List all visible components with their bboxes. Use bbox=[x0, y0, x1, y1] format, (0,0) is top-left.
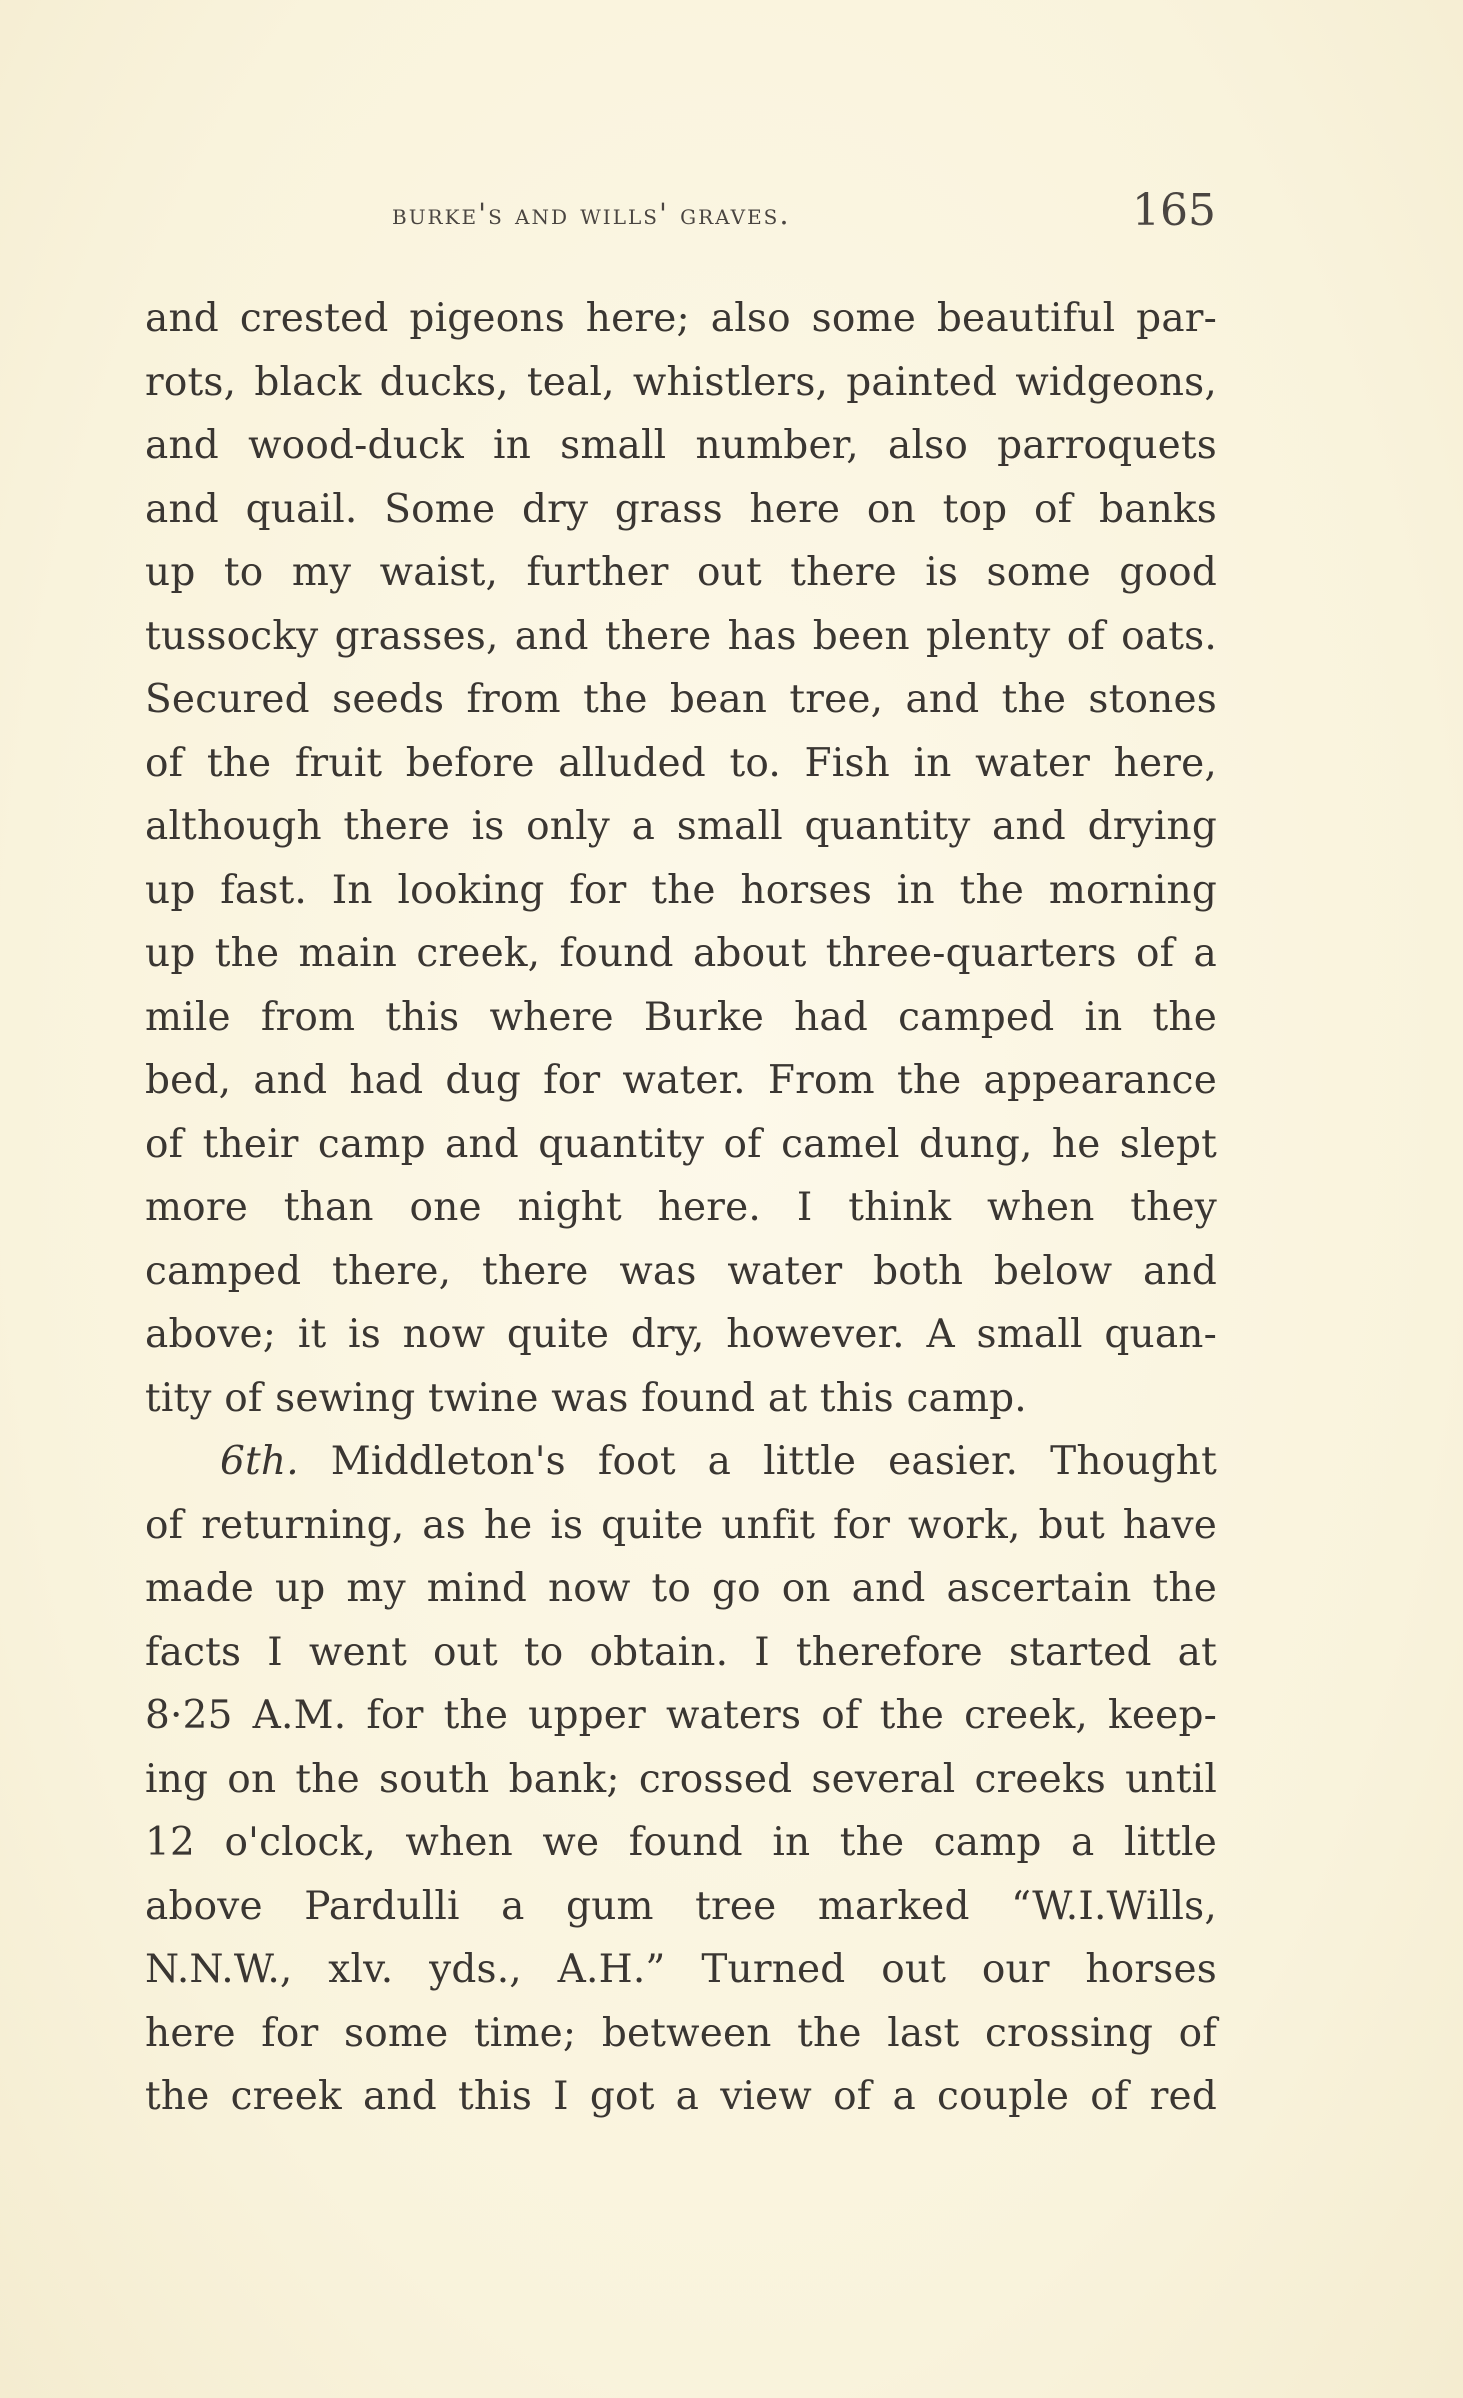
text-line: and wood-duck in small number, also parroquets bbox=[145, 423, 1217, 468]
text-line: of their camp and quantity of camel dung, he slept bbox=[145, 1121, 1217, 1167]
text-line: above; it is now quite dry, however. A small quan- bbox=[145, 1312, 1217, 1357]
text-line: camped there, there was water both below and bbox=[145, 1248, 1217, 1294]
running-head bbox=[0, 185, 1463, 245]
text-line: up to my waist, further out there is some good bbox=[145, 550, 1217, 595]
text-line: here for some time; between the last crossing of bbox=[145, 2010, 1217, 2056]
text-line: of returning, as he is quite unfit for work, but have bbox=[145, 1502, 1217, 1548]
text-line: Secured seeds from the bean tree, and the stones bbox=[145, 677, 1217, 722]
text-line: of the fruit before alluded to. Fish in water here, bbox=[145, 740, 1217, 786]
text-line: above Pardulli a gum tree marked “W.I.Wills, bbox=[145, 1883, 1217, 1929]
text-line: ing on the south bank; crossed several creeks until bbox=[145, 1756, 1217, 1802]
text-line: the creek and this I got a view of a couple of red bbox=[145, 2074, 1217, 2119]
paragraph-start bbox=[145, 1430, 1217, 1494]
text-line: up the main creek, found about three-quarters of a bbox=[145, 931, 1217, 976]
text-line: made up my mind now to go on and ascertain the bbox=[145, 1566, 1217, 1611]
text-fragment: Middleton's foot a little easier. Thought bbox=[330, 1439, 1217, 1484]
body-text bbox=[145, 287, 1217, 2129]
text-line: up fast. In looking for the horses in the morning bbox=[145, 867, 1217, 913]
text-line: tussocky grasses, and there has been plenty of oats. bbox=[145, 613, 1217, 659]
text-line: bed, and had dug for water. From the appearance bbox=[145, 1058, 1217, 1103]
entry-date: 6th. bbox=[220, 1439, 299, 1484]
text-line: although there is only a small quantity and drying bbox=[145, 804, 1217, 849]
running-title: burke's and wills' graves. bbox=[392, 197, 791, 231]
text-line: mile from this where Burke had camped in the bbox=[145, 994, 1217, 1040]
text-line: and crested pigeons here; also some beautiful par- bbox=[145, 296, 1217, 341]
text-line: facts I went out to obtain. I therefore started at bbox=[145, 1629, 1217, 1675]
text-line: tity of sewing twine was found at this camp. bbox=[145, 1375, 1027, 1421]
text-line: N.N.W., xlv. yds., A.H.” Turned out our horses bbox=[145, 1947, 1217, 1992]
text-line: 8·25 A.M. for the upper waters of the creek, keep- bbox=[145, 1693, 1217, 1738]
text-line: and quail. Some dry grass here on top of banks bbox=[145, 486, 1217, 532]
text-line: rots, black ducks, teal, whistlers, painted widgeons, bbox=[145, 359, 1217, 405]
text-line: 12 o'clock, when we found in the camp a little bbox=[145, 1820, 1217, 1865]
text-line: more than one night here. I think when they bbox=[145, 1185, 1217, 1230]
page-number: 165 bbox=[1132, 185, 1216, 236]
